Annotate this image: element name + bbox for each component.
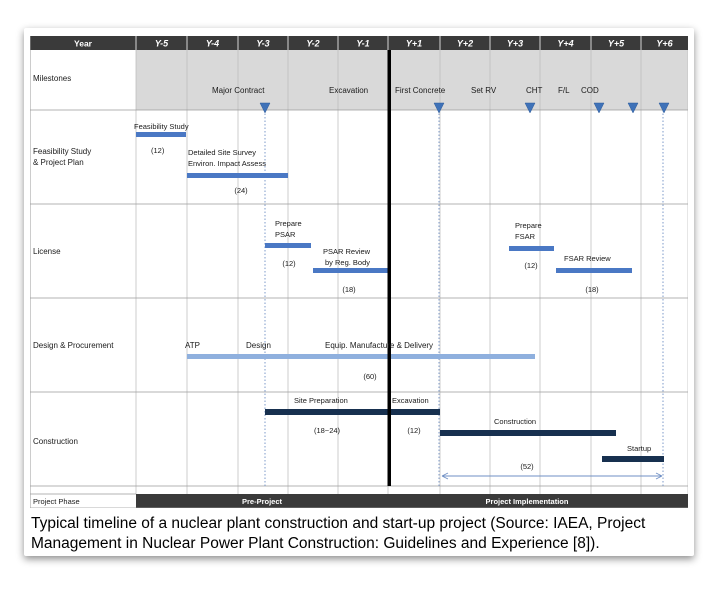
bar-construction — [440, 430, 616, 436]
phase-pre-project: Pre-Project — [241, 497, 283, 506]
label-prepare-fsar: Prepare — [515, 221, 542, 230]
year-header-yminus3: Y-3 — [256, 38, 270, 49]
year-header-yplus2: Y+2 — [456, 38, 474, 49]
label-prepare-psar: Prepare — [275, 219, 302, 228]
row-label-license: License — [33, 247, 61, 256]
label-site-survey: Detailed Site Survey — [188, 148, 256, 157]
milestone-label-major-contract: Major Contract — [212, 86, 265, 95]
label-startup: Startup — [627, 444, 652, 453]
header-year-label: Year — [74, 38, 92, 49]
milestone-label-set-rv: Set RV — [471, 86, 497, 95]
label-atp: ATP — [185, 341, 200, 350]
phase-band — [136, 494, 688, 508]
label-excavation-duration: (12) — [407, 426, 421, 435]
milestone-label-f-l: F/L — [558, 86, 570, 95]
label-site-preparation-duration: (18~24) — [313, 426, 341, 435]
row-label-project-phase: Project Phase — [33, 497, 80, 506]
project-timeline-chart — [30, 36, 688, 508]
label-site-survey-2: Environ. Impact Assess — [188, 159, 266, 168]
label-prepare-psar-2: PSAR — [275, 230, 296, 239]
label-equipment-duration: (60) — [363, 372, 377, 381]
label-excavation: Excavation — [392, 396, 429, 405]
row-label-construction: Construction — [33, 437, 78, 446]
label-psar-review: PSAR Review — [323, 247, 371, 256]
label-prepare-fsar-2: FSAR — [515, 232, 536, 241]
bar-prepare-psar — [265, 243, 311, 248]
year-header-yplus4: Y+4 — [557, 38, 574, 49]
row-label-design-procurement: Design & Procurement — [33, 341, 114, 350]
bar-prepare-fsar — [509, 246, 554, 251]
label-site-survey-duration: (24) — [234, 186, 248, 195]
label-psar-review-2: by Reg. Body — [325, 258, 371, 267]
year-header-yminus5: Y-5 — [154, 38, 169, 49]
label-psar-review-duration: (18) — [342, 285, 356, 294]
bar-excavation — [390, 409, 440, 415]
label-fsar-review: FSAR Review — [564, 254, 611, 263]
milestone-label-cod: COD — [581, 86, 599, 95]
bar-equipment-delivery — [187, 354, 535, 359]
first-concrete-line — [388, 50, 392, 486]
bar-site-preparation — [265, 409, 390, 415]
phase-project-implementation: Project Implementation — [485, 497, 569, 506]
bar-psar-review — [313, 268, 388, 273]
label-fsar-review-duration: (18) — [585, 285, 599, 294]
bar-site-survey — [187, 173, 288, 178]
label-feasibility-study: Feasibility Study — [134, 122, 189, 131]
year-header-yminus1: Y-1 — [356, 38, 370, 49]
label-prepare-psar-duration: (12) — [282, 259, 296, 268]
label-design: Design — [246, 341, 271, 350]
milestone-label-first-concrete: First Concrete — [395, 86, 446, 95]
year-header-yminus4: Y-4 — [205, 38, 220, 49]
figure-card — [24, 28, 694, 556]
milestone-band — [136, 50, 688, 110]
year-header-yplus5: Y+5 — [607, 38, 625, 49]
label-implementation-duration: (52) — [520, 462, 534, 471]
label-construction: Construction — [494, 417, 537, 426]
label-prepare-fsar-duration: (12) — [524, 261, 538, 270]
figure-caption: Typical timeline of a nuclear plant construction and start-up project (Source: IAEA, Project Management in Nuclear Power Plant Construction: Guidelines and Experience [8]). — [31, 515, 646, 552]
label-site-preparation: Site Preparation — [294, 396, 348, 405]
bar-startup — [602, 456, 664, 462]
row-label-feasibility-2: & Project Plan — [33, 158, 84, 167]
label-equipment-delivery: Equip. Manufacture & Delivery — [325, 341, 434, 350]
year-header-yplus3: Y+3 — [506, 38, 524, 49]
bar-feasibility-study — [136, 132, 186, 137]
milestone-label-cht: CHT — [526, 86, 543, 95]
label-feasibility-duration: (12) — [151, 146, 165, 155]
milestone-label-excavation: Excavation — [329, 86, 369, 95]
row-label-milestones: Milestones — [33, 74, 72, 83]
year-header-yplus6: Y+6 — [656, 38, 673, 49]
year-header-yplus1: Y+1 — [405, 38, 423, 49]
row-label-feasibility: Feasibility Study — [33, 147, 92, 156]
bar-fsar-review — [556, 268, 632, 273]
year-header-yminus2: Y-2 — [306, 38, 320, 49]
